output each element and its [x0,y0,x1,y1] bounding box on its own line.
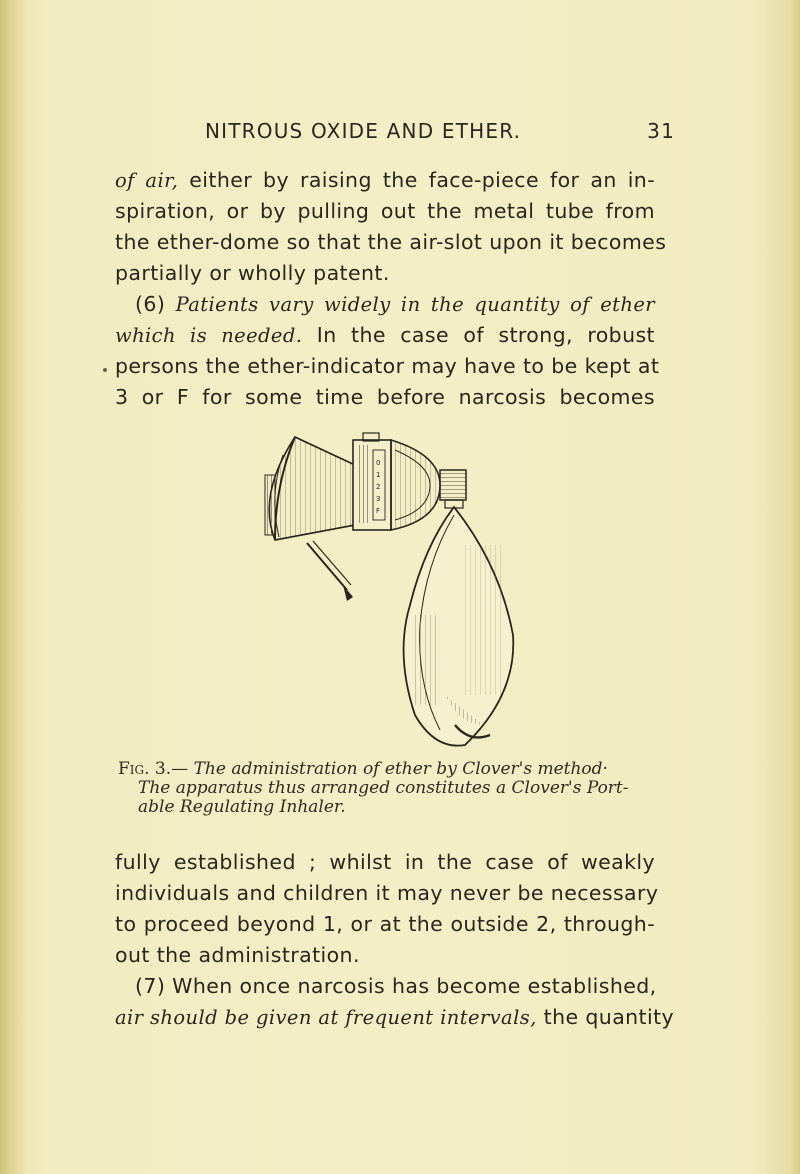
running-head-title: NITROUS OXIDE AND ETHER. [205,119,522,143]
running-head [205,119,675,143]
svg-text:2: 2 [376,483,381,491]
text-line: out the administration. [115,943,360,967]
text-run: either by raising the face-piece for an in- [178,168,655,192]
text-line: (7) When once narcosis has become established, [135,974,657,998]
caption-text: The apparatus thus arranged constitutes a Clover's Port- [138,778,629,798]
text-run: the quantity [536,1005,675,1029]
figure-caption [118,760,678,817]
text-line: partially or wholly patent. [115,261,390,285]
face-piece [265,437,355,540]
paragraph-continued [115,165,667,289]
caption-line [118,798,678,817]
paragraph-6 [115,289,660,413]
reservoir-bag [404,507,514,746]
text-line [115,320,655,351]
text-run: In the case of strong, robust [302,323,655,347]
caption-text: The administration of ether by Clover's method· [193,759,608,779]
svg-text:F: F [376,507,381,515]
paragraph-7 [115,971,675,1033]
text-line: persons the ether-indicator may have to be kept at [115,354,660,378]
caption-text: able Regulating Inhaler. [138,797,346,817]
text-line: fully established ; whilst in the case of weakly [115,850,655,874]
text-line [115,1002,675,1033]
italic-phrase: of air, [115,169,179,192]
page-edge-right [790,0,800,1174]
caption-line [118,779,678,798]
text-line: to proceed beyond 1, or at the outside 2, through- [115,912,655,936]
page-number: 31 [647,119,675,143]
caption-dash: — [171,759,194,779]
paragraph-continued-2 [115,847,659,971]
svg-text:1: 1 [376,471,381,479]
connector-tube [440,470,466,508]
text-line: the ether-dome so that the air-slot upon it becomes [115,230,667,254]
svg-text:3: 3 [376,495,381,503]
indicator-handle [307,541,353,601]
ether-dome [353,433,440,530]
item-number: (6) [135,292,166,316]
margin-mark [103,368,107,372]
italic-phrase: which is needed. [115,324,303,347]
text-line: spiration, or by pulling out the metal tube from [115,199,655,223]
figure-clover-inhaler [255,425,545,755]
figure-label: Fig. 3. [118,759,172,779]
italic-phrase: Patients vary widely in the quantity of ether [165,293,655,316]
text-line: 3 or F for some time before narcosis becomes [115,385,655,409]
caption-line [118,760,678,779]
text-line [115,289,655,320]
page-edge-left [0,0,26,1174]
clover-inhaler-illustration [255,425,545,755]
text-line [115,165,655,196]
svg-text:0: 0 [376,459,381,467]
text-line: individuals and children it may never be necessary [115,881,659,905]
italic-phrase: air should be given at frequent intervals, [115,1006,537,1029]
